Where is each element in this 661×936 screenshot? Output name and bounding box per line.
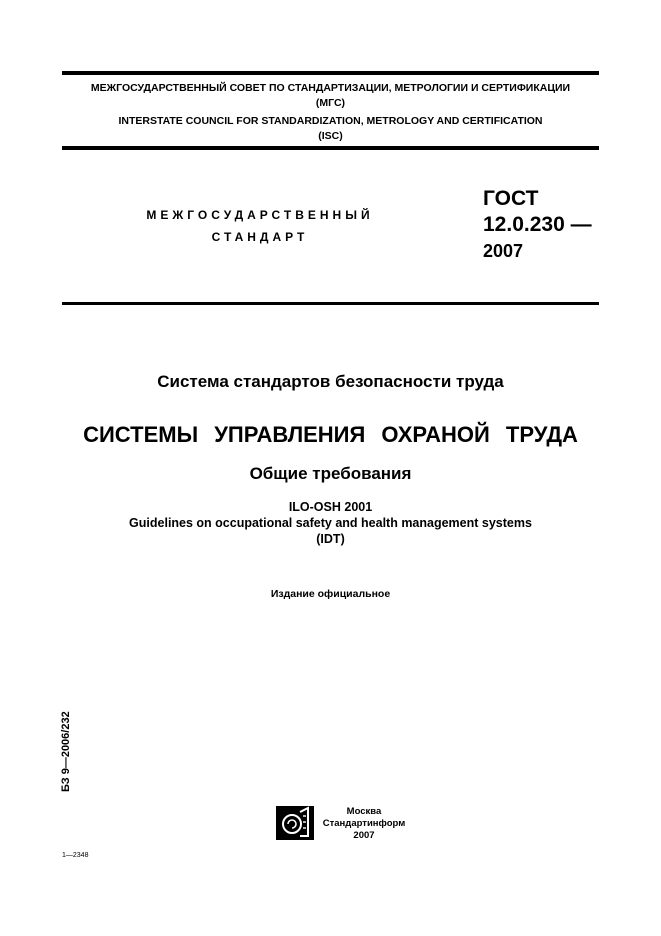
subtitle: Общие требования xyxy=(249,464,412,483)
ilo-title: Guidelines on occupational safety and health management systems xyxy=(129,516,532,530)
council-ru-name: МЕЖГОСУДАРСТВЕННЫЙ СОВЕТ ПО СТАНДАРТИЗАЦИИ, МЕТРОЛОГИИ И СЕРТИФИКАЦИИ xyxy=(90,82,571,94)
council-ru-abbr: (МГС) xyxy=(315,97,346,109)
main-title: СИСТЕМЫ УПРАВЛЕНИЯ ОХРАНОЙ ТРУДА xyxy=(83,422,578,447)
ilo-degree: (IDT) xyxy=(316,532,345,546)
standard-type-label xyxy=(120,204,400,248)
middle-rule xyxy=(62,302,599,305)
publisher-city: Москва xyxy=(346,806,382,817)
ilo-code: ILO-OSH 2001 xyxy=(288,500,373,514)
standard-type-line2: СТАНДАРТ xyxy=(211,230,309,244)
print-order-number: 1—2348 xyxy=(62,852,89,859)
publisher-block xyxy=(318,806,410,842)
council-en-abbr: (ISC) xyxy=(318,130,343,142)
series-title: Система стандартов безопасности труда xyxy=(157,372,504,391)
top-rule-1 xyxy=(62,71,599,75)
ilo-reference xyxy=(0,499,661,547)
gost-code-line1: ГОСТ xyxy=(483,187,539,210)
council-header xyxy=(62,81,599,144)
side-code: БЗ 9—2006/232 xyxy=(60,711,72,792)
top-rule-2 xyxy=(62,146,599,150)
gost-code xyxy=(483,186,592,264)
standartinform-logo-icon xyxy=(276,806,314,840)
gost-code-year: 2007 xyxy=(483,241,524,261)
edition-note: Издание официальное xyxy=(270,588,391,600)
council-en-name: INTERSTATE COUNCIL FOR STANDARDIZATION, METROLOGY AND CERTIFICATION xyxy=(118,115,543,127)
gost-code-line2: 12.0.230 — xyxy=(483,213,592,236)
publisher-year: 2007 xyxy=(353,830,375,841)
standard-type-line1: МЕЖГОСУДАРСТВЕННЫЙ xyxy=(146,208,374,222)
publisher-name: Стандартинформ xyxy=(322,818,406,829)
